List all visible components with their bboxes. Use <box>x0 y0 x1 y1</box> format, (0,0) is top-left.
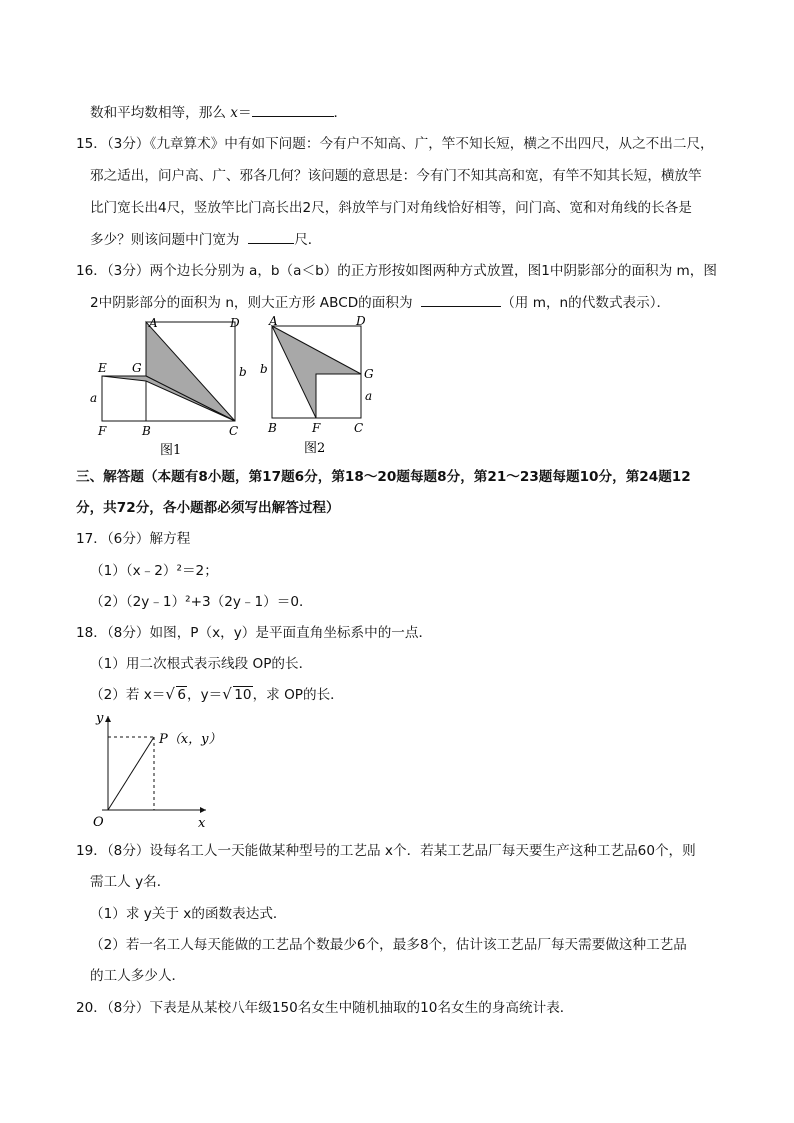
fig1-caption: 图1 <box>160 443 182 458</box>
q18-p2-mid: ，y＝ <box>187 687 223 703</box>
fig1-label-a: A <box>149 316 158 330</box>
fig2-square-small-edges <box>316 374 361 418</box>
section3-heading-line2: 分，共72分，各小题都必须写出解答过程） <box>76 500 340 516</box>
q18-coordinate-graph <box>88 708 278 830</box>
q19-part2-line2: 的工人多少人． <box>90 968 186 984</box>
fig2-shade <box>272 326 361 418</box>
figure-1 <box>102 322 235 421</box>
fig2-label-g: G <box>364 367 374 381</box>
q14-var: x <box>230 105 238 121</box>
q19-part1: （1）求 y关于 x的函数表达式． <box>90 906 287 922</box>
q15-line4 <box>90 229 718 250</box>
origin-label: O <box>93 815 104 830</box>
q16-line2a: 2中阴影部分的面积为 n，则大正方形 ABCD的面积为 <box>90 295 413 311</box>
q14-continuation <box>90 102 718 123</box>
q20-line1: 20．（8分）下表是从某校八年级150名女生中随机抽取的10名女生的身高统计表． <box>76 1000 574 1016</box>
q17-title: 17．（6分）解方程 <box>76 531 191 547</box>
fig1-label-b: b <box>239 365 247 379</box>
sqrt-10-radicand: 10 <box>234 687 252 703</box>
section3-heading-line1: 三、解答题（本题有8小题，第17题6分，第18～20题每题8分，第21～23题每题10分，第24题12 <box>76 469 691 485</box>
axis-label-y: y <box>96 711 104 726</box>
sqrt-10 <box>222 685 252 705</box>
q17-part2: （2）（2y﹣1）²+3（2y﹣1）＝0． <box>90 594 313 610</box>
q18-p2-post: ，求 OP的长． <box>252 687 344 703</box>
point-p-label: P（x，y） <box>159 732 222 747</box>
segment-op <box>108 737 154 810</box>
q18-title: 18．（8分）如图，P（x，y）是平面直角坐标系中的一点． <box>76 625 433 641</box>
fig1-shade-upper <box>146 322 235 421</box>
q14-end: ． <box>333 105 348 121</box>
q14-eq: ＝ <box>237 105 252 121</box>
q15-line1: 15．（3分）《九章算术》中有如下问题：今有户不知高、广，竿不知长短，横之不出四尺，从之不出二尺， <box>76 136 714 152</box>
fig1-label-bpt: B <box>142 424 151 438</box>
q19-part2-line1: （2）若一名工人每天能做的工艺品个数最少6个，最多8个，估计该工艺品厂每天需要做这种工艺品 <box>90 937 687 953</box>
q16-answer-blank[interactable] <box>421 292 501 307</box>
q14-text: 数和平均数相等，那么 <box>90 105 231 121</box>
fig2-label-a: A <box>269 314 278 328</box>
fig2-label-f: F <box>312 421 321 435</box>
figure-2 <box>272 326 361 418</box>
radical-icon: √ <box>165 685 175 703</box>
fig2-label-a-side: a <box>365 389 373 403</box>
axis-label-x: x <box>198 816 206 830</box>
q15-line4b: 尺． <box>294 232 322 248</box>
q15-line2: 邪之适出，问户高、广、邪各几何？该问题的意思是：今有门不知其高和宽，有竿不知其长短，横放竿 <box>90 168 702 184</box>
q16-line2 <box>90 292 718 313</box>
fig1-label-e: E <box>98 361 107 375</box>
q15-line3: 比门宽长出4尺，竖放竿比门高长出2尺，斜放竿与门对角线恰好相等，问门高、宽和对角线的长各是 <box>90 200 692 216</box>
q19-line2: 需工人 y名． <box>90 874 171 890</box>
radical-icon: √ <box>222 685 232 703</box>
fig1-square-small <box>102 376 146 421</box>
fig1-label-c: C <box>229 424 239 438</box>
q16-line1: 16．（3分）两个边长分别为 a，b（a＜b）的正方形按如图两种方式放置，图1中阴影部分的面积为 m，图 <box>76 263 717 279</box>
q17-part1: （1）（x﹣2）²＝2； <box>90 563 218 579</box>
fig1-label-g: G <box>132 361 142 375</box>
sqrt-6-radicand: 6 <box>177 687 187 703</box>
q16-line2b: （用 m，n的代数式表示）． <box>501 295 671 311</box>
fig1-label-d: D <box>230 316 240 330</box>
fig2-label-d: D <box>356 314 366 328</box>
fig2-label-bpt: B <box>268 421 277 435</box>
fig2-label-c: C <box>354 421 364 435</box>
fig1-label-f: F <box>98 424 107 438</box>
q18-part1: （1）用二次根式表示线段 OP的长． <box>90 656 313 672</box>
q15-answer-blank[interactable] <box>248 229 294 244</box>
q18-p2-pre: （2）若 x＝ <box>90 687 166 703</box>
q18-part2 <box>90 685 718 705</box>
fig1-label-a-side: a <box>90 391 98 405</box>
q15-line4a: 多少？则该问题中门宽为 <box>90 232 240 248</box>
fig2-caption: 图2 <box>304 441 326 456</box>
fig2-label-b-side: b <box>260 362 268 376</box>
sqrt-6 <box>165 685 187 705</box>
q14-answer-blank[interactable] <box>252 102 334 117</box>
q16-figures <box>88 312 388 462</box>
q19-line1: 19．（8分）设每名工人一天能做某种型号的工艺品 x个．若某工艺品厂每天要生产这种工艺品60个，则 <box>76 843 696 859</box>
